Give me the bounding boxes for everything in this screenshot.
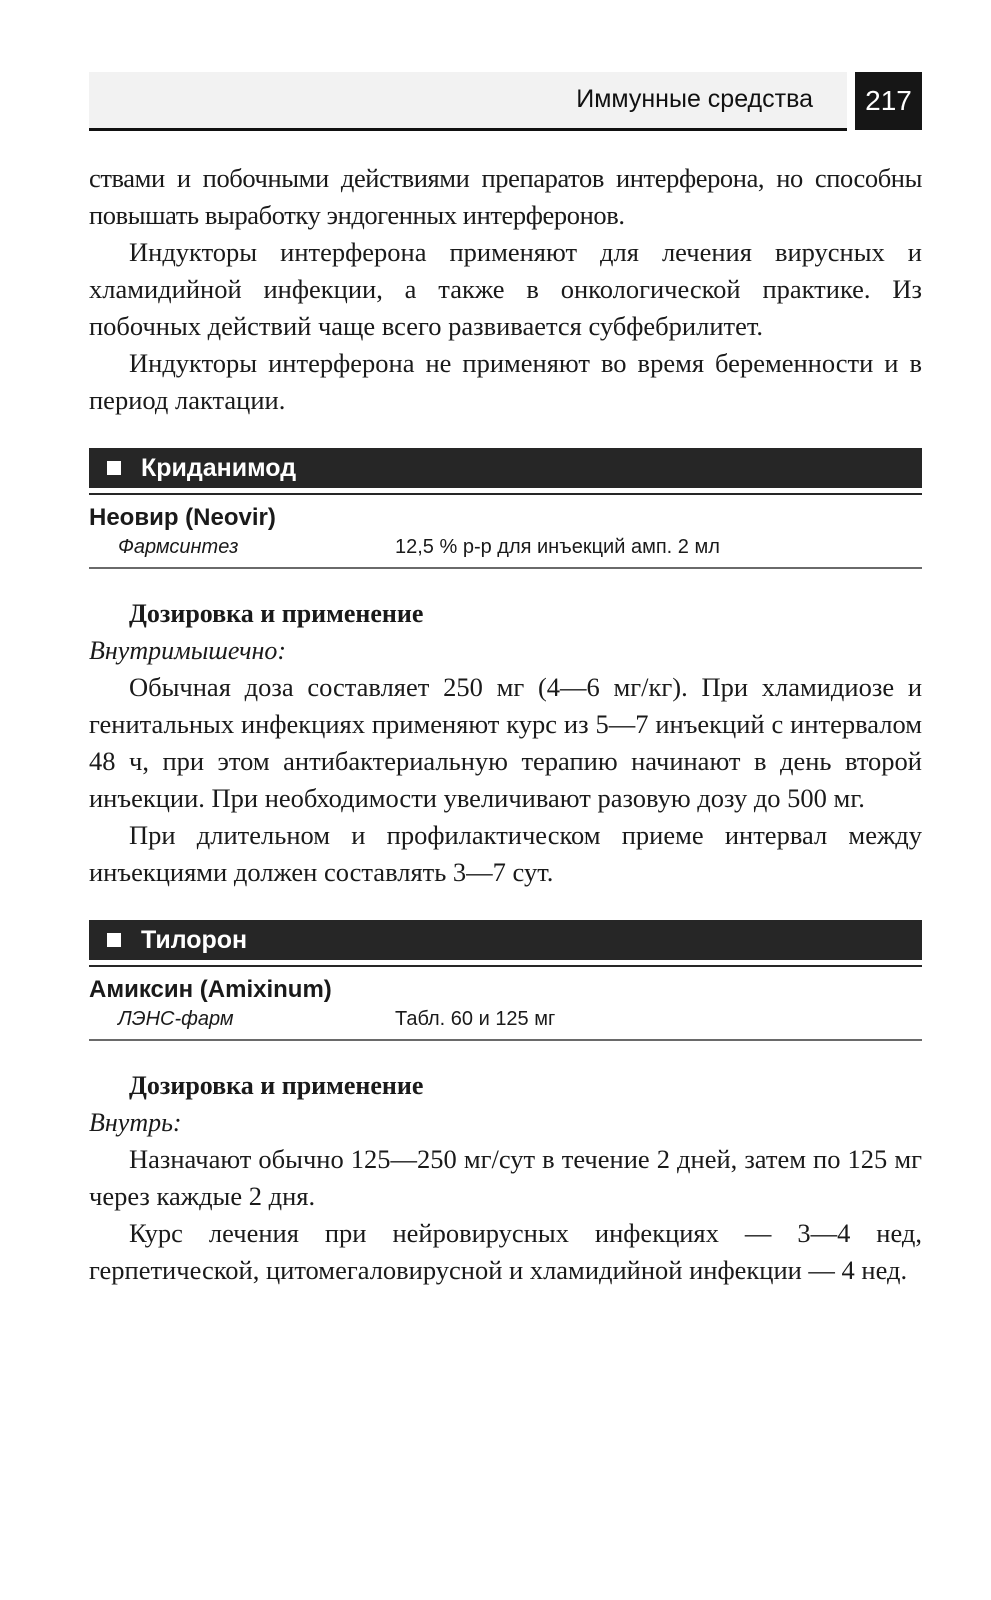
section-title: Тилорон: [141, 925, 248, 954]
dosage-heading: Дозировка и применение: [129, 1071, 424, 1100]
section-title: Криданимод: [141, 453, 297, 482]
dosage-paragraph: Назначают обычно 125—250 мг/сут в течение 2 дней, затем по 125 мг через каждые 2 дня.: [89, 1144, 922, 1211]
drug-name: Амиксин (Amixinum): [89, 976, 332, 1003]
drug-details-row: [89, 533, 922, 569]
section-kridanimod: [89, 448, 922, 891]
drug-entry: [89, 967, 922, 1041]
drug-manufacturer: Фармсинтез: [118, 536, 239, 558]
drug-manufacturer: ЛЭНС-фарм: [118, 1008, 234, 1030]
square-bullet-icon: [107, 461, 121, 475]
running-header-band: [89, 72, 847, 131]
drug-form: 12,5 % р-р для инъекций амп. 2 мл: [395, 536, 720, 558]
page-body: [89, 160, 922, 1289]
page-number: 217: [855, 72, 922, 130]
drug-name: Неовир (Neovir): [89, 504, 276, 531]
administration-route: Внутримышечно:: [89, 636, 287, 665]
drug-details-row: [89, 1005, 922, 1041]
drug-entry: [89, 495, 922, 569]
administration-route: Внутрь:: [89, 1108, 182, 1137]
section-title-bar: [89, 448, 922, 488]
drug-form: Табл. 60 и 125 мг: [395, 1008, 556, 1030]
square-bullet-icon: [107, 933, 121, 947]
intro-paragraph: Индукторы интерферона не применяют во время беременности и в период лактации.: [89, 348, 922, 415]
dosage-heading: Дозировка и применение: [129, 599, 424, 628]
intro-paragraph-continued: ствами и побочными действиями препаратов интерферона, но способны повышать выработку эндогенных интерферонов.: [89, 163, 922, 230]
intro-paragraph: Индукторы интерферона применяют для лечения вирусных и хламидийной инфекции, а также в онкологической практике. Из побочных действий чаще всего развивается субфебрилитет.: [89, 237, 922, 341]
section-title-bar: [89, 920, 922, 960]
dosage-paragraph: Обычная доза составляет 250 мг (4—6 мг/кг). При хламидиозе и генитальных инфекциях применяют курс из 5—7 инъекций с интервалом 48 ч, при этом антибактериальную терапию начинают в день второй инъекции. При необходимости увеличивают разовую дозу до 500 мг.: [89, 672, 922, 813]
running-header: [89, 72, 922, 130]
dosage-paragraph: При длительном и профилактическом приеме интервал между инъекциями должен составлять 3—7 сут.: [89, 820, 922, 887]
section-tiloron: [89, 920, 922, 1289]
running-header-title: Иммунные средства: [576, 85, 813, 113]
dosage-paragraph: Курс лечения при нейровирусных инфекциях — 3—4 нед, герпетической, цитомегаловирусной и хламидийной инфекции — 4 нед.: [89, 1218, 922, 1285]
